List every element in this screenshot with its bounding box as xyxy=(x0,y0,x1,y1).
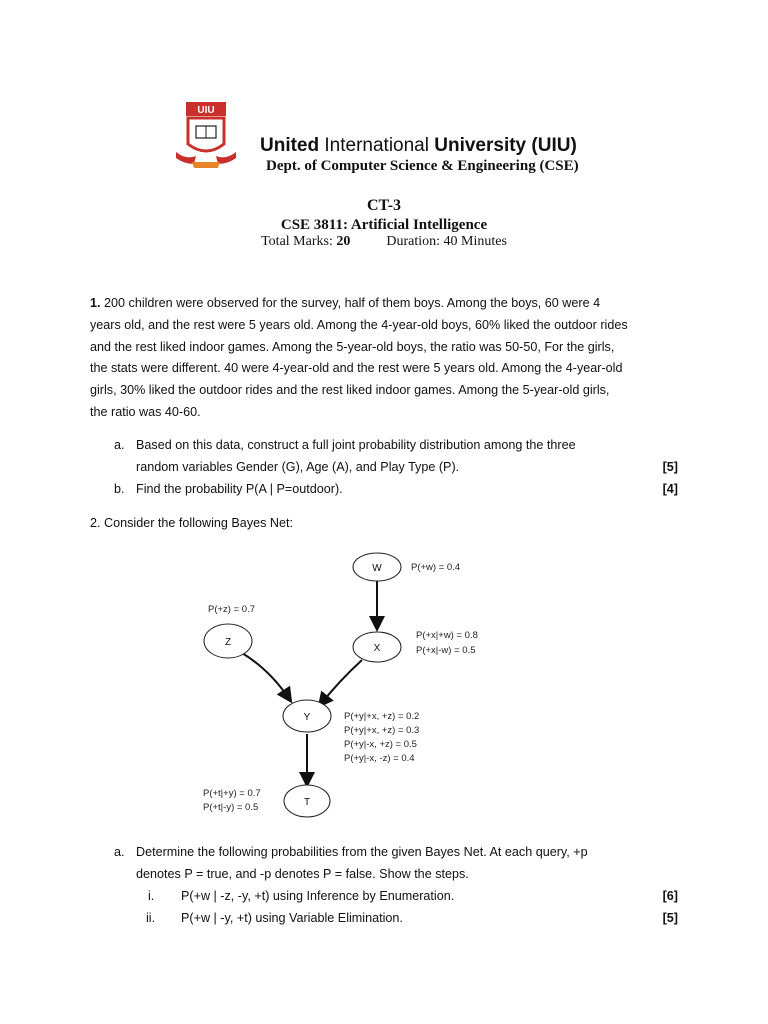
q1b-text: Find the probability P(A | P=outdoor). xyxy=(136,482,343,496)
q2a-i-label: i. xyxy=(148,889,155,903)
svg-text:Z: Z xyxy=(224,637,232,648)
bayes-net-diagram xyxy=(190,540,490,830)
q2a-label: a. xyxy=(114,845,125,859)
q1a-line1: Based on this data, construct a full joint probability distribution among the three xyxy=(136,438,576,452)
question-1-text: 1. 200 children were observed for the survey, half of them boys. Among the boys, 60 were 4 years old, and the rest were 5 years old. Among the 4-year-old boys, 60% liked the outdoor rides and the rest liked indoor games. Among the 5-year-old boys, the ratio was 50-50, For the girls, the stats were different. 40 were 4-year-old and the rest were 5 years old. Among the 4-year-old girls, 30% liked the outdoor rides and the rest liked indoor games. Among the 5-year-old girls, the ratio was 40-60. xyxy=(90,296,628,419)
q2a-i-marks: [6] xyxy=(662,889,678,903)
svg-text:T: T xyxy=(303,797,311,808)
node-t xyxy=(284,785,330,817)
edge-z-y xyxy=(242,653,290,700)
cpt-x-1: P(+x|+w) = 0.8 xyxy=(416,630,478,641)
q2a-ii-text: P(+w | -y, +t) using Variable Elimination. xyxy=(181,911,403,925)
cpt-w: P(+w) = 0.4 xyxy=(411,562,461,573)
node-y xyxy=(283,700,331,732)
q1a-marks: [5] xyxy=(662,460,678,474)
duration: Duration: 40 Minutes xyxy=(386,234,507,249)
q1b-marks: [4] xyxy=(662,482,678,496)
cpt-t-1: P(+t|+y) = 0.7 xyxy=(203,788,261,799)
svg-text:W: W xyxy=(372,563,382,574)
node-x xyxy=(353,632,401,662)
total-marks-value: 20 xyxy=(336,234,351,249)
q1a-line2: random variables Gender (G), Age (A), and Play Type (P). xyxy=(136,460,460,474)
node-w xyxy=(353,553,401,581)
department-name: Dept. of Computer Science & Engineering (CSE) xyxy=(266,158,579,174)
q2a-ii-marks: [5] xyxy=(662,911,678,925)
cpt-y-2: P(+y|+x, +z) = 0.3 xyxy=(344,725,420,736)
q1b-label: b. xyxy=(114,482,125,496)
edge-x-y xyxy=(320,660,362,705)
exam-title: CT-3 xyxy=(366,197,402,214)
cpt-y-4: P(+y|-x, -z) = 0.4 xyxy=(344,753,415,764)
q2a-i-text: P(+w | -z, -y, +t) using Inference by Enumeration. xyxy=(181,889,455,903)
q2a-ii-label: ii. xyxy=(146,911,156,925)
uiu-logo xyxy=(174,100,250,172)
q1-number: 1. xyxy=(90,296,101,310)
cpt-y-3: P(+y|-x, +z) = 0.5 xyxy=(344,739,417,750)
marks-duration: Total Marks: 20 Duration: 40 Minutes xyxy=(261,234,507,249)
cpt-x-2: P(+x|-w) = 0.5 xyxy=(416,645,476,656)
cpt-z: P(+z) = 0.7 xyxy=(208,604,255,615)
svg-text:Y: Y xyxy=(303,712,311,723)
cpt-y-1: P(+y|+x, +z) = 0.2 xyxy=(344,711,420,722)
node-z xyxy=(204,624,252,658)
university-name: United International University (UIU) xyxy=(260,135,577,156)
svg-text:X: X xyxy=(373,643,381,654)
question-2-intro: 2. Consider the following Bayes Net: xyxy=(90,516,294,530)
cpt-t-2: P(+t|-y) = 0.5 xyxy=(203,802,259,813)
q1a-label: a. xyxy=(114,438,125,452)
q2a-line2: denotes P = true, and -p denotes P = false. Show the steps. xyxy=(136,867,469,881)
q2a-line1: Determine the following probabilities from the given Bayes Net. At each query, +p xyxy=(136,845,588,859)
logo-text: UIU xyxy=(197,105,215,116)
course-title: CSE 3811: Artificial Intelligence xyxy=(280,217,488,233)
